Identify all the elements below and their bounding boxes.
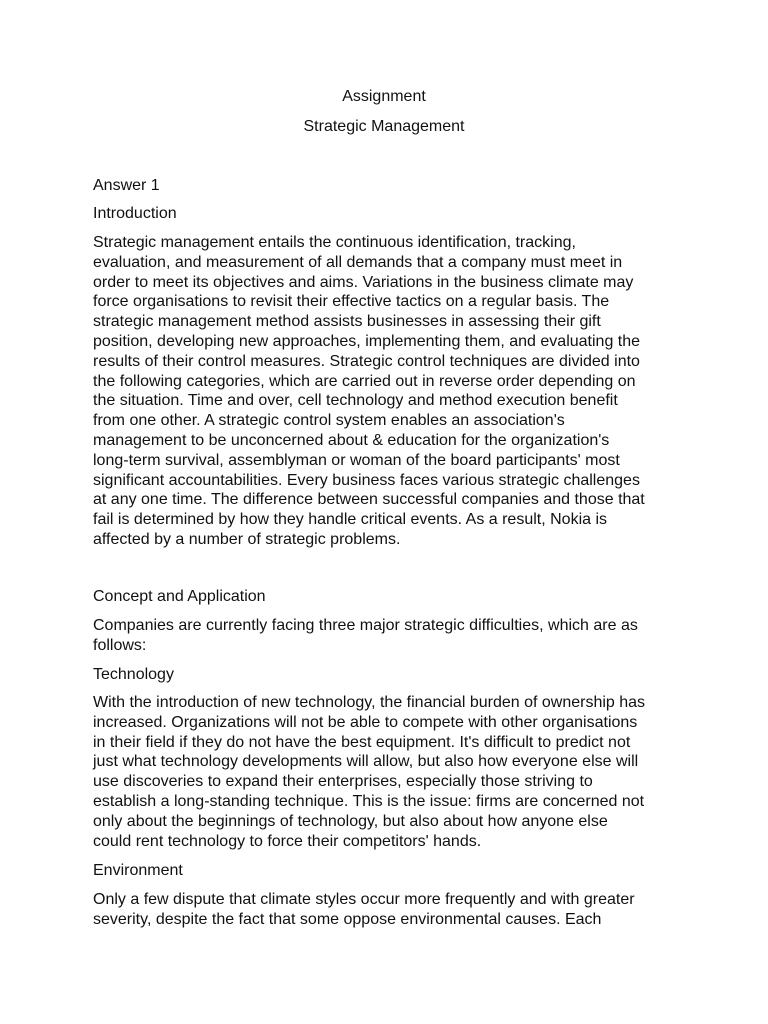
paragraph-technology: With the introduction of new technology, the financial burden of ownership has increased. Organizations will not be able to compete with other organisations in their field if they do not have the best equipment. It's difficult to predict not just what technology developments will allow, but also how everyone else will use discoveries to expand their enterprises, especially those striving to establish a long-standing technique. This is the issue: firms are concerned not only about the beginnings of technology, but also about how anyone else could rent technology to force their competitors' hands. bbox=[93, 694, 646, 850]
section-heading-technology: Technology bbox=[93, 666, 174, 683]
paragraph-introduction: Strategic management entails the continuous identification, tracking, evaluation, and measurement of all demands that a company must meet in order to meet its objectives and aims. Variations in the business climate may force organisations to revisit their effective tactics on a regular basis. The strategic management method assists businesses in assessing their gift position, developing new approaches, implementing them, and evaluating the results of their control measures. Strategic control techniques are divided into the following categories, which are carried out in reverse order depending on the situation. Time and over, cell technology and method execution benefit from one other. A strategic control system enables an association's management to be unconcerned about & education for the organization's long-term survival, assemblyman or woman of the board participants' most significant accountabilities. Every business faces various strategic challenges at any one time. The difference between successful companies and those that fail is determined by how they handle critical events. As a result, Nokia is affected by a number of strategic problems. bbox=[93, 234, 645, 548]
section-heading-environment: Environment bbox=[93, 862, 183, 879]
paragraph-concept: Companies are currently facing three major strategic difficulties, which are as follows: bbox=[93, 617, 638, 654]
document-subtitle: Strategic Management bbox=[303, 118, 465, 135]
section-heading-concept: Concept and Application bbox=[93, 588, 266, 605]
answer-heading: Answer 1 bbox=[93, 177, 160, 194]
paragraph-environment: Only a few dispute that climate styles occur more frequently and with greater severity, despite the fact that some oppose environmental causes. Each bbox=[93, 891, 635, 928]
document-title: Assignment bbox=[342, 88, 426, 105]
section-heading-introduction: Introduction bbox=[93, 205, 177, 222]
